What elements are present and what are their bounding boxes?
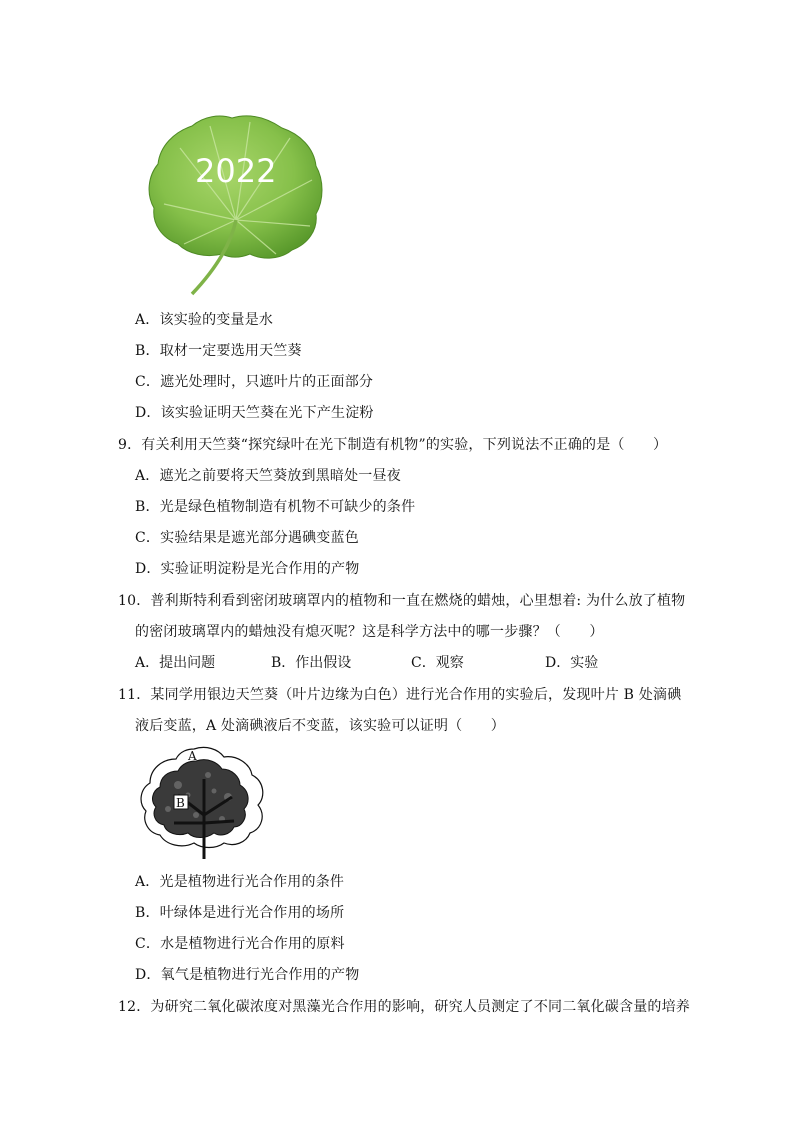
q10-option-a: A．提出问题 (135, 655, 216, 671)
leaf-label-a: A (188, 749, 197, 763)
leaf-label-b: B (176, 796, 185, 810)
q11-stem-line2: 液后变蓝，A 处滴碘液后不变蓝，该实验可以证明（ ） (135, 718, 505, 734)
q8-option-c: C．遮光处理时，只遮叶片的正面部分 (135, 374, 374, 390)
q11-option-b: B．叶绿体是进行光合作用的场所 (135, 905, 345, 921)
q8-option-b: B．取材一定要选用天竺葵 (135, 343, 302, 359)
q10-option-d: D．实验 (545, 655, 599, 671)
q9-option-c: C．实验结果是遮光部分遇碘变蓝色 (135, 530, 359, 546)
leaf-overlay-year: 2022 (195, 152, 277, 190)
q10-option-c: C．观察 (411, 655, 464, 671)
q8-option-a: A．该实验的变量是水 (135, 312, 274, 328)
q10-stem-line2: 的密闭玻璃罩内的蜡烛没有熄灭呢？这是科学方法中的哪一步骤？（ ） (135, 624, 604, 640)
q11-option-d: D．氧气是植物进行光合作用的产物 (135, 967, 360, 983)
q10-options-row (135, 653, 655, 673)
q10-stem-line1: 10．普利斯特利看到密闭玻璃罩内的植物和一直在燃烧的蜡烛，心里想着: 为什么放了植物 (118, 593, 686, 609)
q9-stem: 9．有关利用天竺葵“探究绿叶在光下制造有机物”的实验，下列说法不正确的是（ ） (118, 437, 668, 453)
q9-option-b: B．光是绿色植物制造有机物不可缺少的条件 (135, 499, 416, 515)
q9-option-d: D．实验证明淀粉是光合作用的产物 (135, 561, 360, 577)
q11-stem-line1: 11．某同学用银边天竺葵（叶片边缘为白色）进行光合作用的实验后，发现叶片 B 处滴碘 (118, 687, 682, 703)
q11-option-c: C．水是植物进行光合作用的原料 (135, 936, 345, 952)
q8-option-d: D．该实验证明天竺葵在光下产生淀粉 (135, 405, 374, 421)
q9-option-a: A．遮光之前要将天竺葵放到黑暗处一昼夜 (135, 468, 401, 484)
q12-stem-line1: 12．为研究二氧化碳浓度对黑藻光合作用的影响，研究人员测定了不同二氧化碳含量的培养 (118, 999, 691, 1015)
variegated-leaf-diagram (138, 745, 268, 863)
q10-option-b: B．作出假设 (271, 655, 352, 671)
q11-option-a: A．光是植物进行光合作用的条件 (135, 874, 345, 890)
geranium-leaf-image (140, 108, 330, 298)
